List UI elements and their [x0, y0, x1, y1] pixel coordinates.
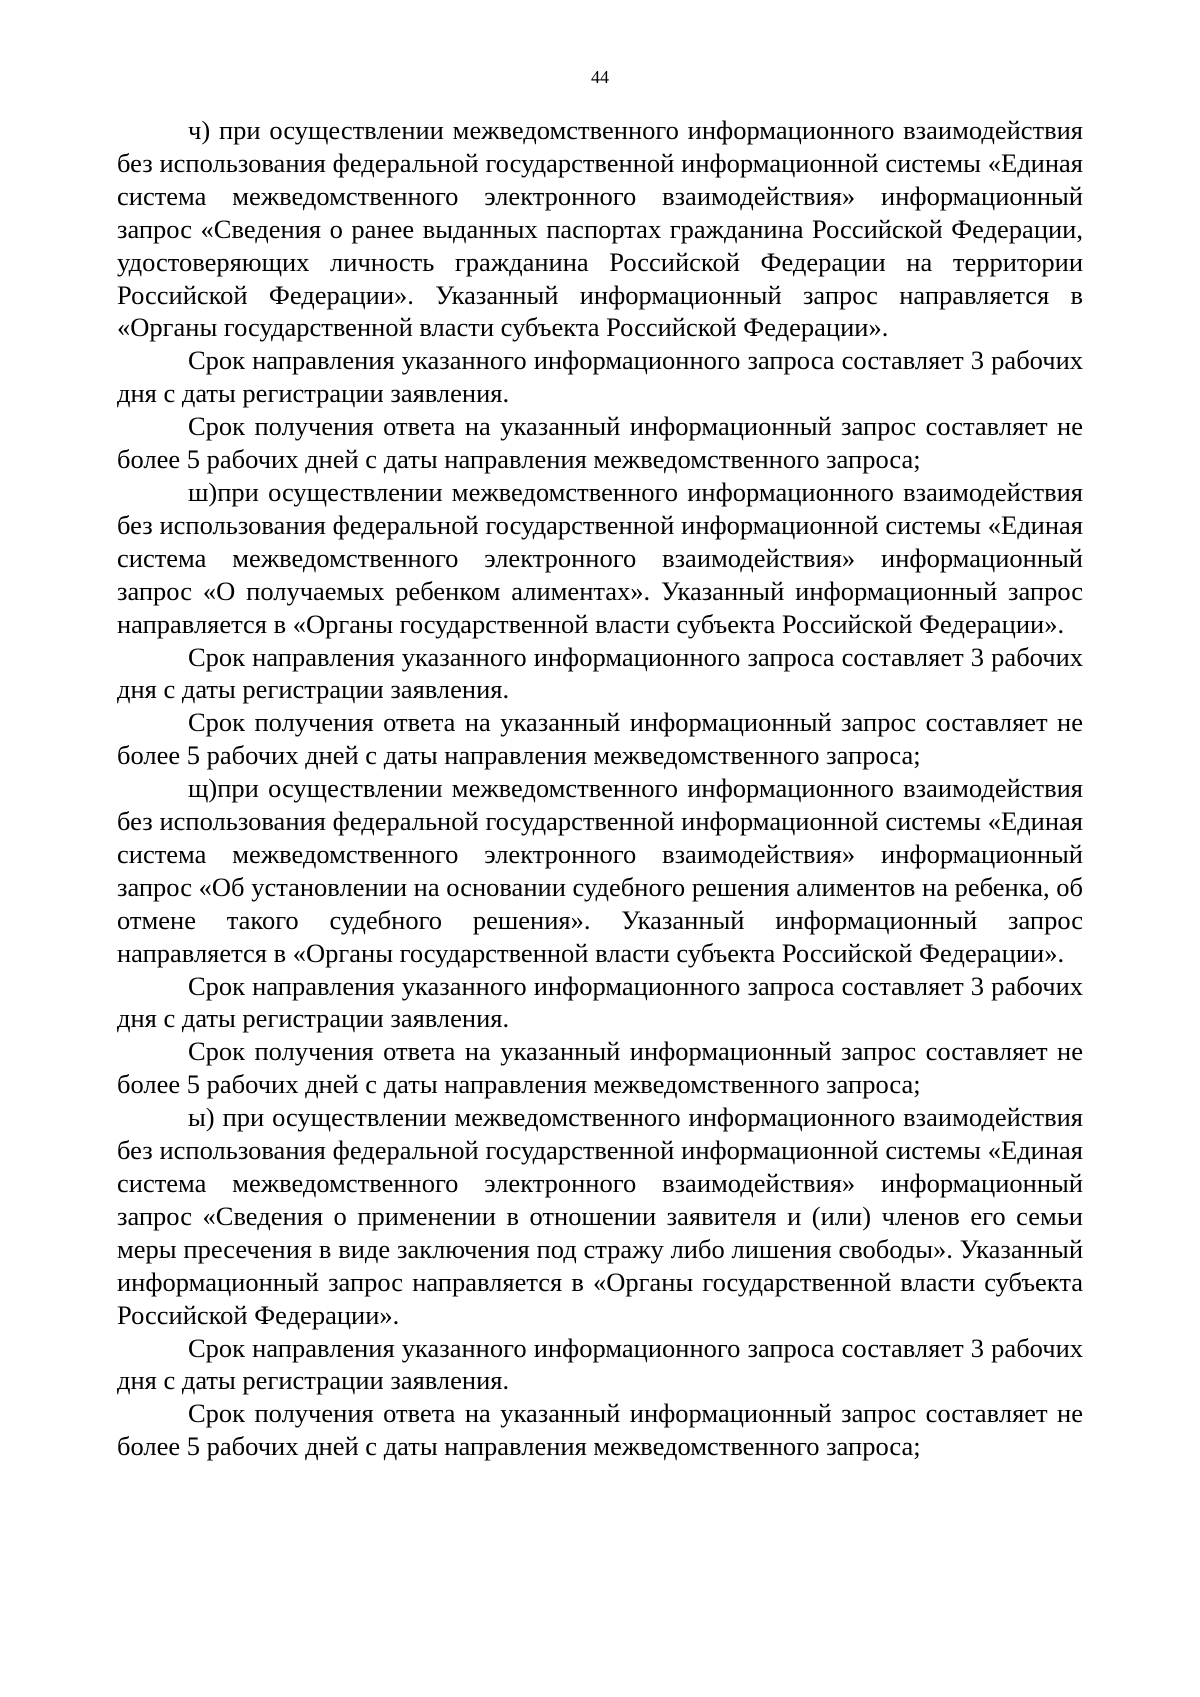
- paragraph-response-deadline: Срок получения ответа на указанный информационный запрос составляет не более 5 рабочих дней с даты направления межведомственного запроса;: [117, 411, 1083, 475]
- paragraph-send-deadline: Срок направления указанного информационного запроса составляет 3 рабочих дня с даты регистрации заявления.: [117, 345, 1083, 409]
- paragraph-send-deadline: Срок направления указанного информационного запроса составляет 3 рабочих дня с даты регистрации заявления.: [117, 970, 1083, 1034]
- document-body: [117, 114, 1083, 1463]
- paragraph-response-deadline: Срок получения ответа на указанный информационный запрос составляет не более 5 рабочих дней с даты направления межведомственного запроса;: [117, 1036, 1083, 1100]
- paragraph-sh-request: ш)при осуществлении межведомственного информационного взаимодействия без использования федеральной государственной информационной системы «Единая система межведомственного электронного взаимодействия» информационный запрос «О получаемых ребенком алиментах». Указанный информационный запрос направляется в «Органы государственной власти субъекта Российской Федерации».: [117, 476, 1083, 639]
- paragraph-send-deadline: Срок направления указанного информационного запроса составляет 3 рабочих дня с даты регистрации заявления.: [117, 1332, 1083, 1396]
- paragraph-ch-request: ч) при осуществлении межведомственного информационного взаимодействия без использования федеральной государственной информационной системы «Единая система межведомственного электронного взаимодействия» информационный запрос «Сведения о ранее выданных паспортах гражданина Российской Федерации, удостоверяющих личность гражданина Российской Федерации на территории Российской Федерации». Указанный информационный запрос направляется в «Органы государственной власти субъекта Российской Федерации».: [117, 115, 1083, 343]
- paragraph-send-deadline: Срок направления указанного информационного запроса составляет 3 рабочих дня с даты регистрации заявления.: [117, 641, 1083, 705]
- paragraph-response-deadline: Срок получения ответа на указанный информационный запрос составляет не более 5 рабочих дней с даты направления межведомственного запроса;: [117, 1398, 1083, 1462]
- page-number: 44: [591, 67, 609, 87]
- paragraph-shch-request: щ)при осуществлении межведомственного информационного взаимодействия без использования федеральной государственной информационной системы «Единая система межведомственного электронного взаимодействия» информационный запрос «Об установлении на основании судебного решения алиментов на ребенка, об отмене такого судебного решения». Указанный информационный запрос направляется в «Органы государственной власти субъекта Российской Федерации».: [117, 773, 1083, 968]
- paragraph-y-request: ы) при осуществлении межведомственного информационного взаимодействия без использования федеральной государственной информационной системы «Единая система межведомственного электронного взаимодействия» информационный запрос «Сведения о применении в отношении заявителя и (или) членов его семьи меры пресечения в виде заключения под стражу либо лишения свободы». Указанный информационный запрос направляется в «Органы государственной власти субъекта Российской Федерации».: [117, 1102, 1083, 1330]
- paragraph-response-deadline: Срок получения ответа на указанный информационный запрос составляет не более 5 рабочих дней с даты направления межведомственного запроса;: [117, 707, 1083, 771]
